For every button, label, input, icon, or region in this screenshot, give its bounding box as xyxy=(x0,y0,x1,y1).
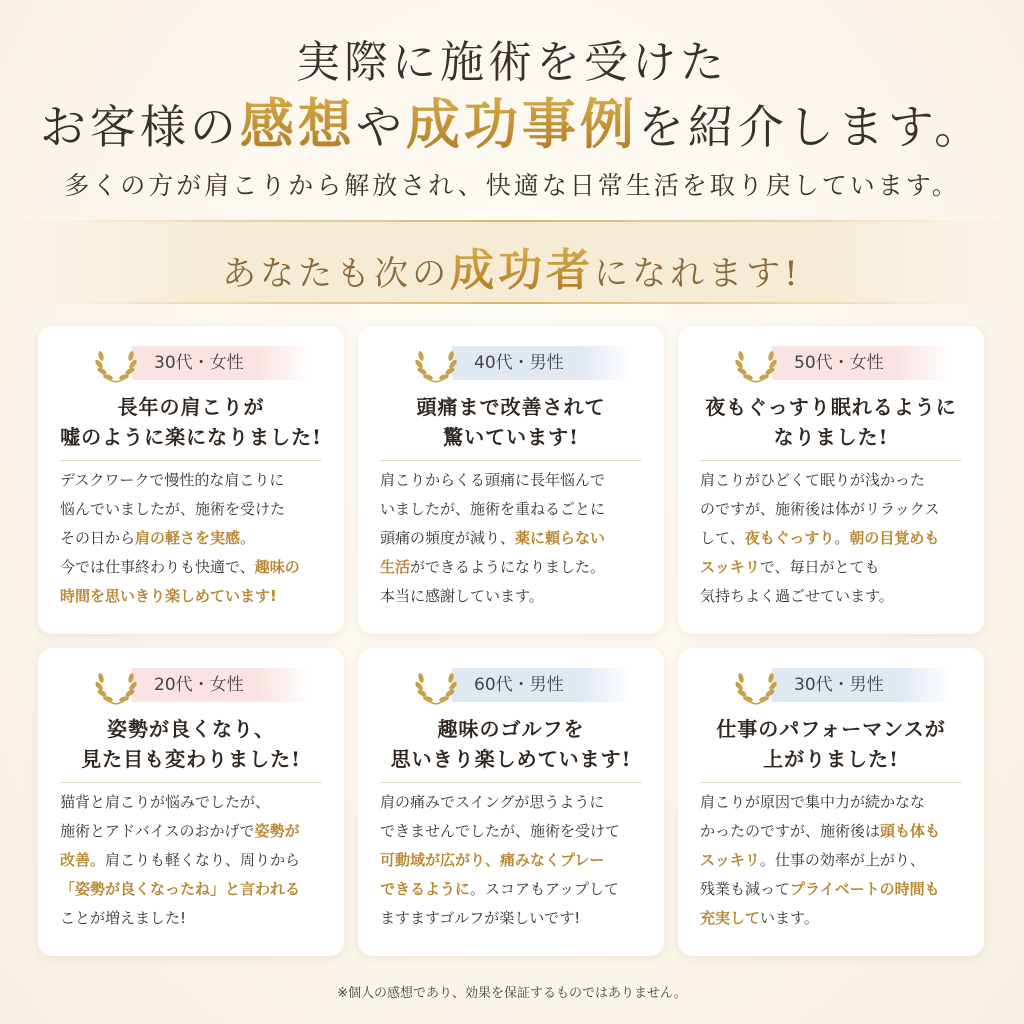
testimonial-card xyxy=(678,648,984,956)
headline-text: お客様の xyxy=(39,100,240,154)
testimonial-title xyxy=(48,714,334,774)
testimonial-body-line xyxy=(700,788,970,817)
banner-text-pre: あなたも次の xyxy=(222,254,451,294)
testimonial-body-line xyxy=(380,904,650,933)
banner-emphasis: 成功者 xyxy=(450,245,595,296)
body-text: で、毎日がとても xyxy=(759,558,880,576)
testimonial-body-line xyxy=(700,524,970,553)
body-text: 。 xyxy=(240,529,256,547)
testimonial-title-line: 姿勢が良くなり、 xyxy=(107,717,275,741)
testimonial-body-line xyxy=(700,582,970,611)
body-text: 。 xyxy=(834,529,850,547)
divider xyxy=(60,460,322,461)
divider xyxy=(60,782,322,783)
testimonial-card xyxy=(678,326,984,634)
headline-emphasis: 感想 xyxy=(239,92,356,156)
body-text: デスクワークで慢性的な肩こりに xyxy=(60,471,285,489)
body-text: います。 xyxy=(760,909,819,927)
highlight-text: 趣味の xyxy=(254,558,300,576)
body-text: のですが、施術後は体がリラックス xyxy=(700,500,940,518)
laurel-icon xyxy=(94,342,138,386)
testimonial-body-line xyxy=(60,904,330,933)
laurel-icon xyxy=(734,342,778,386)
testimonial-body-line xyxy=(380,466,650,495)
testimonial-body-line xyxy=(60,788,330,817)
testimonial-body xyxy=(60,466,330,611)
body-text: して、 xyxy=(700,529,745,547)
testimonial-title-line: 夜もぐっすり眠れるように xyxy=(705,395,957,419)
laurel-icon xyxy=(734,664,778,708)
age-gender-tag: 30代・男性 xyxy=(772,668,952,702)
headline-line-2 xyxy=(0,82,1024,159)
testimonial-title-line: 長年の肩こりが xyxy=(117,395,265,419)
testimonial-body-line xyxy=(380,553,650,582)
laurel-icon xyxy=(94,664,138,708)
body-text: 今では仕事終わりも快適で、 xyxy=(60,558,255,576)
testimonial-body-line xyxy=(700,875,970,904)
testimonial-body-line xyxy=(700,495,970,524)
age-gender-tag: 50代・女性 xyxy=(772,346,952,380)
testimonial-body xyxy=(700,788,970,933)
body-text: ますますゴルフが楽しいです! xyxy=(380,909,581,927)
body-text: いましたが、施術を重ねるごとに xyxy=(380,500,606,518)
body-text: 。仕事の効率が上がり、 xyxy=(759,851,925,869)
testimonial-body-line xyxy=(60,524,330,553)
testimonial-title xyxy=(688,714,974,774)
testimonial-card xyxy=(358,648,664,956)
banner-text-post: になれます! xyxy=(594,254,802,294)
testimonial-title xyxy=(368,714,654,774)
body-text: その日から xyxy=(60,529,136,547)
testimonial-body-line xyxy=(380,875,650,904)
testimonial-title xyxy=(48,392,334,452)
testimonial-body-line xyxy=(60,846,330,875)
highlight-text: 頭も体も xyxy=(880,822,941,840)
testimonial-body-line xyxy=(60,495,330,524)
testimonial-title-line: 上がりました! xyxy=(763,747,899,771)
divider xyxy=(700,460,962,461)
highlight-text: 姿勢が xyxy=(254,822,300,840)
testimonial-body-line xyxy=(60,582,330,611)
highlight-text: 改善 xyxy=(60,851,91,869)
testimonial-body xyxy=(60,788,330,933)
testimonial-body-line xyxy=(700,817,970,846)
body-text: 肩こりが原因で集中力が続かなな xyxy=(700,793,926,811)
headline-line-1: 実際に施術を受けた xyxy=(296,37,728,88)
body-text: 。スコアもアップして xyxy=(470,880,619,898)
highlight-text: 「姿勢が良くなったね」と言われる xyxy=(60,880,301,898)
divider xyxy=(380,782,642,783)
divider xyxy=(700,782,962,783)
body-text: 猫背と肩こりが悩みでしたが、 xyxy=(60,793,271,811)
highlight-text: 夜もぐっすり xyxy=(744,529,835,547)
testimonial-title-line: 驚いています! xyxy=(443,425,579,449)
age-gender-tag: 60代・男性 xyxy=(452,668,632,702)
highlight-text: 肩の軽さを実感 xyxy=(135,529,241,547)
age-gender-tag: 20代・女性 xyxy=(132,668,312,702)
subheadline: 多くの方が肩こりから解放され、快適な日常生活を取り戻しています。 xyxy=(64,171,960,200)
body-text: 気持ちよく過ごせています。 xyxy=(700,587,894,605)
testimonial-body-line xyxy=(700,904,970,933)
testimonial-body xyxy=(380,466,650,611)
divider xyxy=(380,460,642,461)
success-banner xyxy=(0,220,1024,304)
highlight-text: 朝の目覚めも xyxy=(849,529,940,547)
age-gender-tag: 40代・男性 xyxy=(452,346,632,380)
testimonial-body-line xyxy=(60,817,330,846)
disclaimer: ※個人の感想であり、効果を保証するものではありません。 xyxy=(337,986,687,1001)
highlight-text: 時間を思いきり楽しめています! xyxy=(60,587,277,605)
highlight-text: 生活 xyxy=(380,558,411,576)
body-text: 肩こりからくる頭痛に長年悩んで xyxy=(380,471,606,489)
testimonial-body-line xyxy=(60,553,330,582)
testimonial-title-line: なりました! xyxy=(773,425,889,449)
laurel-icon xyxy=(414,664,458,708)
body-text: 肩こりがひどくて眠りが浅かった xyxy=(700,471,926,489)
testimonial-body-line xyxy=(380,495,650,524)
highlight-text: スッキリ xyxy=(700,558,760,576)
highlight-text: 充実して xyxy=(700,909,761,927)
testimonial-title-line: 仕事のパフォーマンスが xyxy=(716,717,946,741)
testimonial-title-line: 趣味のゴルフを xyxy=(437,717,585,741)
body-text: 。肩こりも軽くなり、周りから xyxy=(90,851,301,869)
highlight-text: スッキリ xyxy=(700,851,760,869)
body-text: 頭痛の頻度が減り、 xyxy=(380,529,516,547)
headline-text: を紹介します。 xyxy=(637,100,985,154)
headline-text: や xyxy=(355,100,406,154)
banner-text xyxy=(0,234,1024,298)
testimonial-title xyxy=(688,392,974,452)
testimonial-body-line xyxy=(380,582,650,611)
testimonial-body-line xyxy=(60,875,330,904)
testimonial-body-line xyxy=(380,788,650,817)
highlight-text: できるように xyxy=(380,880,471,898)
testimonial-title xyxy=(368,392,654,452)
body-text: できませんでしたが、施術を受けて xyxy=(380,822,621,840)
body-text: 肩の痛みでスイングが思うように xyxy=(380,793,605,811)
highlight-text: プライベートの時間も xyxy=(790,880,940,898)
testimonial-title-line: 頭痛まで改善されて xyxy=(416,395,606,419)
testimonial-body-line xyxy=(60,466,330,495)
highlight-text: 薬に頼らない xyxy=(515,529,606,547)
testimonial-card xyxy=(38,648,344,956)
age-gender-tag: 30代・女性 xyxy=(132,346,312,380)
body-text: 残業も減って xyxy=(700,880,791,898)
headline-emphasis: 成功事例 xyxy=(405,92,638,156)
body-text: ことが増えました! xyxy=(60,909,187,927)
testimonial-body xyxy=(380,788,650,933)
testimonial-card xyxy=(358,326,664,634)
body-text: かったのですが、施術後は xyxy=(700,822,881,840)
body-text: 施術とアドバイスのおかげで xyxy=(60,822,255,840)
testimonial-body-line xyxy=(380,846,650,875)
testimonial-body-line xyxy=(700,466,970,495)
body-text: 本当に感謝しています。 xyxy=(380,587,544,605)
testimonial-body-line xyxy=(380,817,650,846)
testimonial-body xyxy=(700,466,970,611)
testimonial-body-line xyxy=(380,524,650,553)
testimonial-title-line: 思いきり楽しめています! xyxy=(390,747,632,771)
testimonial-body-line xyxy=(700,846,970,875)
testimonial-title-line: 見た目も変わりました! xyxy=(81,747,301,771)
body-text: 悩んでいましたが、施術を受けた xyxy=(60,500,286,518)
body-text: ができるようになりました。 xyxy=(410,558,606,576)
highlight-text: 可動域が広がり、痛みなくプレー xyxy=(380,851,605,869)
testimonial-card xyxy=(38,326,344,634)
testimonial-body-line xyxy=(700,553,970,582)
laurel-icon xyxy=(414,342,458,386)
testimonial-title-line: 嘘のように楽になりました! xyxy=(60,425,322,449)
